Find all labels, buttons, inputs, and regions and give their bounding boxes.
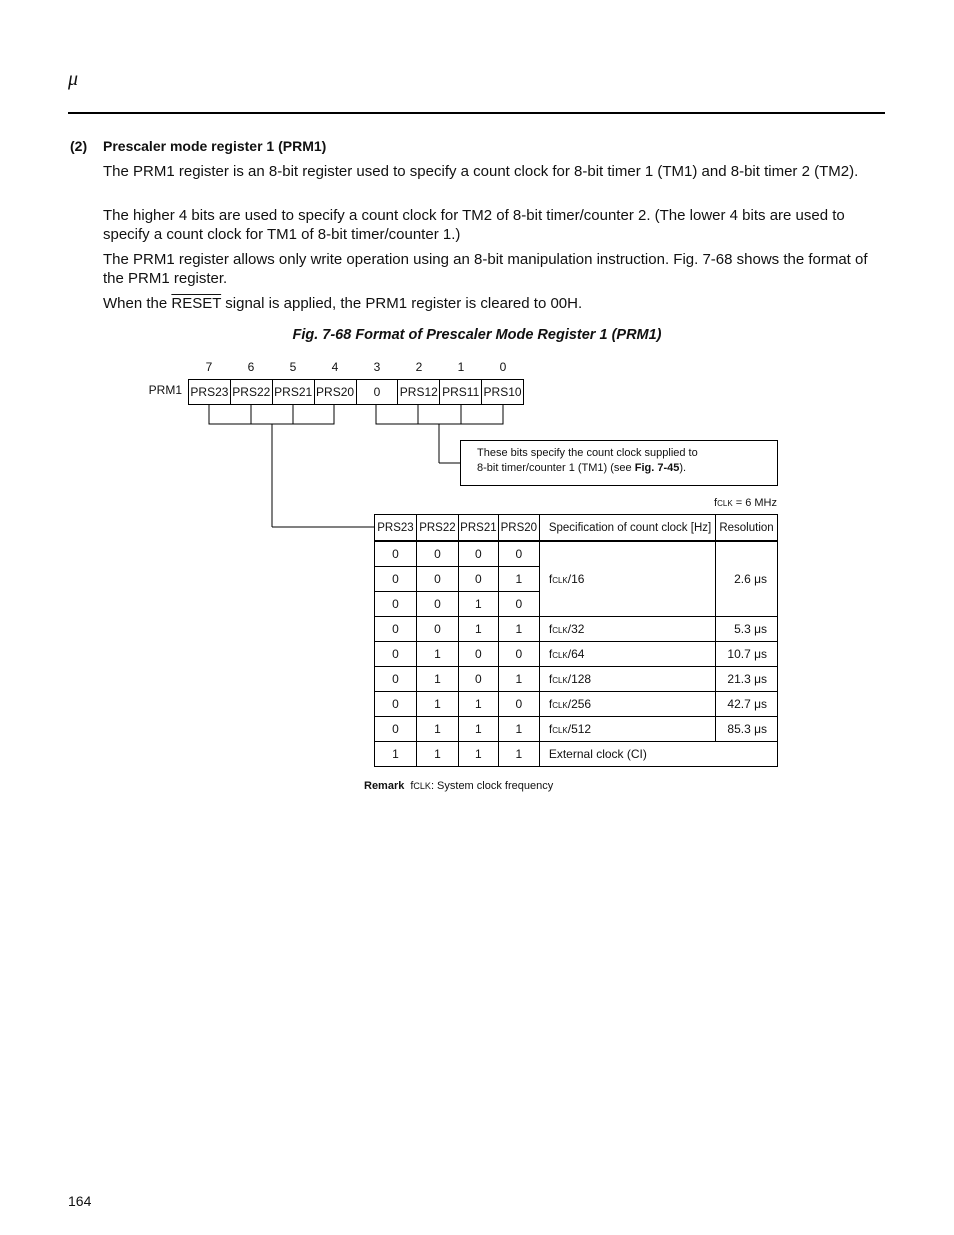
table-cell: 0 — [498, 592, 539, 617]
register-label: PRM1 — [148, 383, 182, 397]
table-cell: 1 — [498, 717, 539, 742]
table-cell: 0 — [375, 617, 417, 642]
remark-f: f — [410, 780, 414, 792]
table-cell-spec — [539, 541, 715, 617]
note-text: ). — [679, 462, 687, 474]
bit-number: 1 — [457, 360, 465, 374]
table-cell: 1 — [498, 617, 539, 642]
bit-number: 2 — [415, 360, 423, 374]
figure-caption: Fig. 7-68 Format of Prescaler Mode Register 1 (PRM1) — [292, 327, 662, 343]
paragraph-1: The PRM1 register is an 8-bit register used to specify a count clock for 8-bit timer 1 (TM1) and 8-bit timer 2 (TM2). — [103, 163, 859, 180]
table-cell: 1 — [416, 742, 458, 767]
f-prefix: f — [548, 622, 553, 636]
table-cell: 0 — [375, 667, 417, 692]
register-bit: PRS23 — [189, 380, 231, 404]
table-cell: 1 — [458, 617, 498, 642]
table-header: PRS22 — [416, 515, 458, 542]
bit-number: 3 — [373, 360, 381, 374]
paragraph-2: The higher 4 bits are used to specify a count clock for TM2 of 8-bit timer/counter 2. (The lower 4 bits are used to specify a count clock for TM1 of 8-bit timer/counter 1.) — [103, 207, 845, 243]
table-cell: 1 — [458, 742, 498, 767]
table-cell: 0 — [458, 567, 498, 592]
table-cell-resolution: 10.7 μs — [716, 642, 778, 667]
remark-label: Remark — [364, 780, 405, 792]
register-bit: PRS10 — [483, 385, 522, 399]
f-prefix: f — [548, 722, 553, 736]
table-cell-resolution: 21.3 μs — [716, 667, 778, 692]
table-cell-resolution: 42.7 μs — [716, 692, 778, 717]
register-bit: PRS12 — [398, 380, 440, 404]
table-header: PRS20 — [498, 515, 539, 542]
table-cell-resolution: 5.3 μs — [716, 617, 778, 642]
table-cell: 1 — [375, 742, 417, 767]
table-row — [375, 692, 778, 717]
table-cell: 0 — [375, 541, 417, 567]
divider: /32 — [567, 622, 585, 636]
table-cell: 0 — [375, 592, 417, 617]
header-rule — [68, 112, 885, 114]
table-cell: 1 — [458, 692, 498, 717]
table-cell: 1 — [416, 717, 458, 742]
bit-number: 7 — [205, 360, 213, 374]
divider: /16 — [567, 572, 585, 586]
table-cell: 0 — [416, 592, 458, 617]
table-header: PRS21 — [458, 515, 498, 542]
register-bit: PRS20 — [315, 380, 357, 404]
table-row — [375, 717, 778, 742]
table-row — [375, 742, 778, 767]
header-mark: μ — [68, 68, 79, 90]
f-prefix: f — [548, 572, 553, 586]
table-row — [375, 667, 778, 692]
table-cell: 0 — [458, 541, 498, 567]
bit-number: 5 — [289, 360, 297, 374]
table-header: Specification of count clock [Hz] — [539, 515, 715, 542]
f-sub: CLK — [552, 651, 568, 660]
section-title: Prescaler mode register 1 (PRM1) — [103, 138, 327, 154]
table-cell: 1 — [498, 667, 539, 692]
table-cell-spec — [539, 717, 715, 742]
f-prefix: f — [548, 647, 553, 661]
register-bit: 0 — [357, 380, 399, 404]
table-cell: 0 — [416, 617, 458, 642]
table-cell: 0 — [375, 567, 417, 592]
remark — [364, 780, 553, 792]
f-sub: CLK — [552, 626, 568, 635]
register-box — [188, 379, 524, 405]
f-sub: CLK — [552, 701, 568, 710]
divider: /128 — [567, 672, 592, 686]
table-cell: 0 — [416, 541, 458, 567]
table-cell: 0 — [498, 541, 539, 567]
table-cell: 0 — [498, 692, 539, 717]
reset-signal: RESET — [171, 295, 222, 312]
table-cell-spec — [539, 617, 715, 642]
count-clock-table — [374, 514, 778, 767]
table-row — [375, 642, 778, 667]
f-prefix: f — [548, 697, 553, 711]
table-cell-resolution: 85.3 μs — [716, 717, 778, 742]
table-cell: 0 — [375, 692, 417, 717]
table-cell-resolution: 2.6 μs — [716, 541, 778, 617]
table-header: PRS23 — [375, 515, 417, 542]
table-cell: 1 — [498, 567, 539, 592]
paragraph-3: The PRM1 register allows only write operation using an 8-bit manipulation instruction. Fig. 7-68 shows the format of the PRM1 register. — [103, 251, 868, 287]
paragraph-reset — [103, 294, 885, 313]
f-sub: CLK — [552, 576, 568, 585]
table-cell-spec — [539, 667, 715, 692]
table-cell: 0 — [458, 642, 498, 667]
section-heading — [70, 138, 326, 154]
register-bit: PRS21 — [273, 380, 315, 404]
register-bit: PRS22 — [231, 380, 273, 404]
table-cell: 1 — [498, 742, 539, 767]
f-sub: CLK — [552, 676, 568, 685]
note-text: 8-bit timer/counter 1 (TM1) (see — [477, 462, 635, 474]
table-cell-spec — [539, 642, 715, 667]
note-line-2 — [477, 461, 767, 476]
bit-number: 0 — [499, 360, 507, 374]
table-cell-external: External clock (CI) — [539, 742, 777, 767]
divider: /512 — [567, 722, 592, 736]
table-cell: 1 — [458, 592, 498, 617]
divider: /64 — [567, 647, 585, 661]
reset-text-pre: When the — [103, 295, 172, 312]
reset-text-post: signal is applied, the PRM1 register is cleared to 00H. — [221, 295, 583, 312]
fclk-label — [640, 497, 777, 509]
table-cell: 0 — [498, 642, 539, 667]
note-box — [460, 440, 778, 486]
f-prefix: f — [548, 672, 553, 686]
bit-number: 4 — [331, 360, 339, 374]
table-row — [375, 617, 778, 642]
fclk-f: f — [714, 497, 718, 509]
fclk-value: = 6 MHz — [732, 497, 777, 509]
fclk-sub: CLK — [717, 499, 733, 508]
divider: /256 — [567, 697, 592, 711]
table-cell: 0 — [458, 667, 498, 692]
bit-number: 6 — [247, 360, 255, 374]
table-header-row — [375, 515, 778, 542]
table-cell-spec — [539, 692, 715, 717]
section-number: (2) — [70, 138, 88, 154]
note-figure-ref: Fig. 7-45 — [634, 462, 680, 474]
remark-text: : System clock frequency — [430, 780, 554, 792]
page-number: 164 — [68, 1193, 92, 1209]
table-cell: 1 — [416, 642, 458, 667]
table-cell: 1 — [416, 667, 458, 692]
table-header: Resolution — [716, 515, 778, 542]
table-cell: 1 — [416, 692, 458, 717]
register-bit: PRS11 — [440, 380, 482, 404]
table-cell: 0 — [416, 567, 458, 592]
table-row — [375, 541, 778, 567]
table-cell: 0 — [375, 642, 417, 667]
note-line-1: These bits specify the count clock supplied to — [477, 447, 698, 459]
table-cell: 0 — [375, 717, 417, 742]
table-cell: 1 — [458, 717, 498, 742]
f-sub: CLK — [552, 726, 568, 735]
remark-sub: CLK — [413, 781, 431, 791]
